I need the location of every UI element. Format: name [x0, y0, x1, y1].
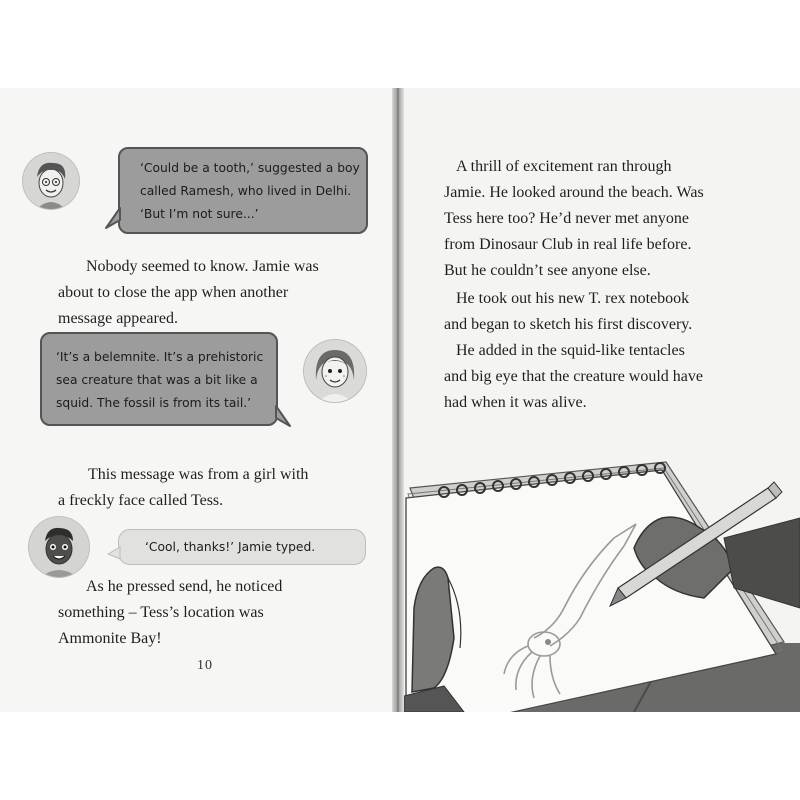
- text-line: He added in the squid-like tentacles: [456, 342, 685, 359]
- paragraph-pressed-send-cont: [58, 600, 264, 652]
- text-line: Tess here too? He’d never met anyone: [444, 210, 689, 227]
- text-line: This message was from a girl with: [88, 466, 309, 483]
- text-line: had when it was alive.: [444, 394, 587, 411]
- text-line: message appeared.: [58, 310, 178, 327]
- right-page: [404, 88, 800, 712]
- paragraph-nobody: [86, 254, 319, 280]
- paragraph-thrill: [456, 154, 672, 180]
- girl-face-illustration: [304, 340, 366, 402]
- paragraph-tess: [88, 462, 308, 488]
- left-page: [0, 88, 392, 712]
- text-line: As he pressed send, he noticed: [86, 578, 283, 595]
- bubble-tail: [274, 404, 292, 430]
- bubble-line: called Ramesh, who lived in Delhi.: [140, 184, 352, 198]
- text-line: and began to sketch his first discovery.: [444, 316, 693, 333]
- text-line: a freckly face called Tess.: [58, 492, 224, 509]
- paragraph-tentacles: [456, 338, 685, 364]
- paragraph-pressed-send: [86, 574, 282, 600]
- tess-avatar: [304, 340, 366, 402]
- paragraph-nobody-cont: [58, 280, 288, 332]
- bubble-line: ‘Could be a tooth,’ suggested a boy: [140, 161, 360, 175]
- text-line: But he couldn’t see anyone else.: [444, 262, 651, 279]
- jamie-avatar: [29, 517, 89, 577]
- book-gutter: [392, 88, 404, 712]
- paragraph-thrill-cont: [444, 180, 704, 284]
- text-line: Ammonite Bay!: [58, 630, 162, 647]
- bubble-line: squid. The fossil is from its tail.’: [56, 396, 252, 410]
- text-line: Jamie. He looked around the beach. Was: [444, 184, 704, 201]
- paragraph-tess-cont: [58, 488, 223, 514]
- bubble-line: ‘It’s a belemnite. It’s a prehistoric: [56, 350, 264, 364]
- bubble-tail: [106, 546, 122, 560]
- bubble-tail: [104, 206, 122, 232]
- jamie-face-illustration: [29, 517, 89, 577]
- boy-face-illustration: [23, 153, 79, 209]
- text-line: A thrill of excitement ran through: [456, 158, 672, 175]
- text-line: about to close the app when another: [58, 284, 289, 301]
- paragraph-notebook: [456, 286, 689, 312]
- jamie-message-bubble: [118, 529, 366, 565]
- paragraph-tentacles-cont: [444, 364, 703, 416]
- text-line: from Dinosaur Club in real life before.: [444, 236, 692, 253]
- bubble-line: ‘But I’m not sure...’: [140, 207, 259, 221]
- paragraph-notebook-cont: [444, 312, 692, 338]
- page-number: 10: [197, 658, 213, 673]
- ramesh-avatar: [23, 153, 79, 209]
- sketchbook-illustration: [404, 428, 800, 712]
- ramesh-message-bubble: [118, 147, 368, 234]
- bubble-line: sea creature that was a bit like a: [56, 373, 258, 387]
- tess-message-bubble: [40, 332, 278, 426]
- bubble-line: ‘Cool, thanks!’ Jamie typed.: [145, 540, 316, 554]
- text-line: He took out his new T. rex notebook: [456, 290, 690, 307]
- text-line: Nobody seemed to know. Jamie was: [86, 258, 319, 275]
- text-line: something – Tess’s location was: [58, 604, 264, 621]
- text-line: and big eye that the creature would have: [444, 368, 703, 385]
